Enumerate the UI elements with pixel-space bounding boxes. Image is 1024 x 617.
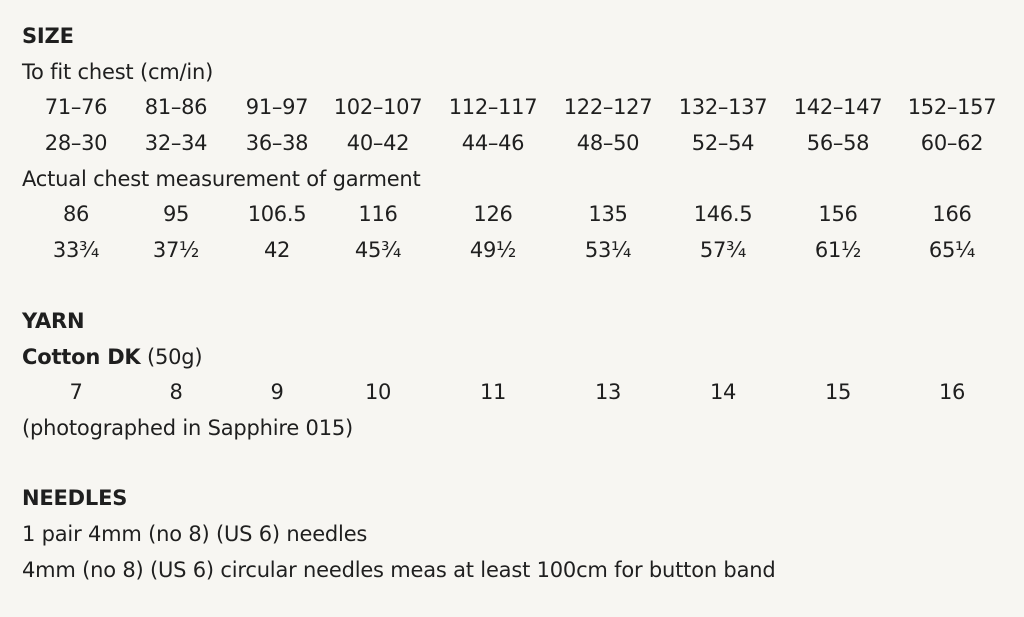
needles-line-1: 1 pair 4mm (no 8) (US 6) needles (22, 522, 368, 546)
needles-line-2: 4mm (no 8) (US 6) circular needles meas at least 100cm for button band (22, 558, 776, 582)
yarn-balls-cell: 10 (364, 380, 392, 404)
actual-in-cell: 65¼ (928, 238, 976, 262)
size-cm-row (0, 93, 1024, 121)
actual-in-cell: 49½ (469, 238, 517, 262)
size-in-cell: 40–42 (346, 131, 410, 155)
size-cm-cell: 71–76 (44, 95, 108, 119)
size-in-row (0, 129, 1024, 157)
size-heading: SIZE (22, 24, 74, 48)
size-in-cell: 44–46 (461, 131, 525, 155)
size-in-cell: 28–30 (44, 131, 108, 155)
actual-cm-cell: 156 (818, 202, 858, 226)
actual-in-cell: 57¾ (699, 238, 747, 262)
actual-in-cell: 33¾ (52, 238, 100, 262)
size-cm-cell: 81–86 (144, 95, 208, 119)
yarn-balls-row (0, 378, 1024, 406)
actual-in-cell: 37½ (152, 238, 200, 262)
yarn-balls-cell: 11 (479, 380, 507, 404)
actual-cm-cell: 166 (932, 202, 972, 226)
yarn-heading: YARN (22, 309, 85, 333)
actual-cm-cell: 116 (358, 202, 398, 226)
yarn-weight: (50g) (140, 345, 203, 369)
size-in-cell: 32–34 (144, 131, 208, 155)
size-cm-cell: 142–147 (793, 95, 883, 119)
size-in-cell: 60–62 (920, 131, 984, 155)
yarn-balls-cell: 8 (169, 380, 183, 404)
actual-in-cell: 45¾ (354, 238, 402, 262)
actual-cm-cell: 135 (588, 202, 628, 226)
size-cm-cell: 112–117 (448, 95, 538, 119)
yarn-color-note: (photographed in Sapphire 015) (22, 416, 354, 440)
to-fit-chest-label: To fit chest (cm/in) (22, 60, 214, 84)
needles-heading: NEEDLES (22, 486, 128, 510)
size-cm-cell: 91–97 (245, 95, 309, 119)
actual-in-row (0, 236, 1024, 264)
actual-cm-cell: 146.5 (693, 202, 753, 226)
yarn-balls-cell: 13 (594, 380, 622, 404)
yarn-balls-cell: 14 (709, 380, 737, 404)
size-in-cell: 56–58 (806, 131, 870, 155)
size-cm-cell: 132–137 (678, 95, 768, 119)
actual-chest-label: Actual chest measurement of garment (22, 167, 421, 191)
yarn-name: Cotton DK (22, 345, 141, 369)
size-cm-cell: 122–127 (563, 95, 653, 119)
actual-in-cell: 42 (263, 238, 291, 262)
yarn-balls-cell: 16 (938, 380, 966, 404)
size-cm-cell: 102–107 (333, 95, 423, 119)
actual-cm-cell: 95 (162, 202, 190, 226)
actual-cm-cell: 106.5 (247, 202, 307, 226)
size-in-cell: 52–54 (691, 131, 755, 155)
yarn-name-line (22, 343, 202, 371)
yarn-balls-cell: 15 (824, 380, 852, 404)
actual-cm-cell: 86 (62, 202, 90, 226)
actual-in-cell: 61½ (814, 238, 862, 262)
actual-cm-cell: 126 (473, 202, 513, 226)
actual-in-cell: 53¼ (584, 238, 632, 262)
yarn-balls-cell: 7 (69, 380, 83, 404)
size-in-cell: 48–50 (576, 131, 640, 155)
size-cm-cell: 152–157 (907, 95, 997, 119)
size-in-cell: 36–38 (245, 131, 309, 155)
actual-cm-row (0, 200, 1024, 228)
yarn-balls-cell: 9 (270, 380, 284, 404)
